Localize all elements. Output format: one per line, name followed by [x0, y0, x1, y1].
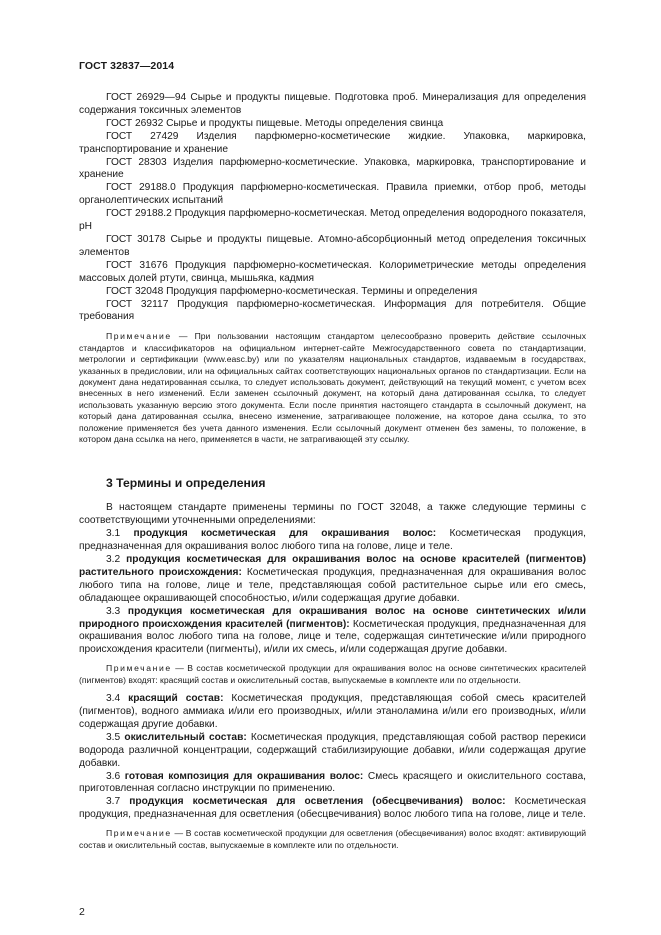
document-body — [79, 92, 586, 851]
term-definition: Косметическая продукция, предназначенная для окрашивания волос любого типа на голове, лице и теле. — [79, 528, 586, 553]
note-label: Примечание — [106, 663, 172, 674]
reference-item: ГОСТ 30178 Сырье и продукты пищевые. Атомно-абсорбционный метод определения токсичных элементов — [79, 233, 586, 258]
term-number: 3.6 — [106, 770, 121, 782]
term-definition: Косметическая продукция, предназначенная для окрашивания волос любого типа на голове, лице и теле, содержащая синтетические и/или природного происхождения красители (пигменты), и/или их смесь, и/или содержащая другие добавки. — [79, 618, 586, 656]
reference-item: ГОСТ 28303 Изделия парфюмерно-косметические. Упаковка, маркировка, транспортирование и хранение — [79, 156, 586, 181]
note-text: В состав косметической продукции для окрашивания волос на основе синтетических красителей (пигментов) входят: красящий состав и окислительный состав, выпускаемые в комплекте или по отдельности. — [79, 663, 587, 685]
section-intro: В настоящем стандарте применены термины по ГОСТ 32048, а также следующие термины с соответствующими уточненными определениями: — [79, 502, 586, 527]
term-number: 3.3 — [106, 605, 121, 617]
term-definition: Косметическая продукция, предназначенная для осветления (обесцвечивания) волос любого типа на голове, лице и теле. — [79, 796, 586, 821]
reference-item: ГОСТ 29188.2 Продукция парфюмерно-косметическая. Метод определения водородного показателя, pH — [79, 208, 586, 233]
term-3-5 — [79, 732, 586, 771]
reference-item: ГОСТ 31676 Продукция парфюмерно-косметическая. Колориметрические методы определения массовых долей ртути, свинца, мышьяка, кадмия — [79, 259, 586, 284]
section-heading: 3 Термины и определения — [106, 476, 266, 491]
reference-item: ГОСТ 32048 Продукция парфюмерно-косметическая. Термины и определения — [106, 285, 478, 297]
note-references — [79, 331, 586, 445]
term-3-4 — [79, 693, 586, 732]
note-text: При пользовании настоящим стандартом целесообразно проверить действие ссылочных стандартов и классификаторов на официальном интернет-сайте Межгосударственного совета по стандартизации, метрологии и сертификации (www.easc.by) или по указателям национальных стандартов, издаваемым в государствах, указанных в предисловии, или на официальных сайтах соответствующих национальных органов по стандартизации. Если на документ дана недатированная ссылка, то следует использовать документ, действующий на текущий момент, с учетом всех внесенных в него изменений. Если заменен ссылочный документ, на который дана датированная ссылка, то следует использовать указанную версию этого документа. Если после принятия настоящего стандарта в ссылочный документ, на который дана датированная ссылка, внесено изменение, затрагивающее положение, на которое дана ссылка, то это положение применяется без учета данного изменения. Если ссылочный документ отменен без замены, то положение, в котором дана ссылка на него, применяется в части, не затрагивающей эту ссылку. — [79, 331, 586, 444]
reference-item: ГОСТ 27429 Изделия парфюмерно-косметические жидкие. Упаковка, маркировка, транспортирование и хранение — [79, 130, 586, 155]
term-3-6 — [79, 771, 586, 797]
note-dyes — [79, 663, 586, 686]
term-name: продукция косметическая для осветления (обесцвечивания) волос: — [129, 796, 506, 808]
term-definition: Косметическая продукция, предназначенная для окрашивания волос любого типа на голове, лице и теле, представляющая собой растительное сырье или его смесь, обладающее окрашивающей способностью, и/или содержащая другие добавки. — [79, 566, 586, 604]
term-name: продукция косметическая для окрашивания волос: — [133, 528, 437, 540]
term-name: продукция косметическая для окрашивания волос на основе красителей (пигментов) растительного происхождения: — [79, 554, 586, 578]
term-number: 3.4 — [106, 693, 121, 705]
term-3-3 — [79, 606, 586, 658]
term-name: продукция косметическая для окрашивания волос на основе синтетических и/или природного происхождения красителей (пигментов): — [79, 605, 586, 630]
term-definition: Косметическая продукция, представляющая собой раствор перекиси водорода различной концентрации, содержащий стабилизирующие добавки, и/или содержащая другие добавки. — [79, 731, 586, 769]
term-definition: Смесь красящего и окислительного состава, приготовленная согласно инструкции по применению. — [79, 770, 586, 795]
note-dash: — — [171, 663, 188, 674]
note-label: Примечание — [106, 828, 172, 839]
term-3-1 — [79, 528, 586, 554]
note-dash: — — [171, 828, 186, 839]
term-number: 3.5 — [106, 731, 121, 743]
note-bleaching — [79, 828, 586, 851]
reference-item: ГОСТ 29188.0 Продукция парфюмерно-косметическая. Правила приемки, отбор проб, методы органолептических испытаний — [79, 182, 586, 207]
note-dash: — — [171, 331, 195, 342]
document-header: ГОСТ 32837—2014 — [79, 60, 175, 72]
term-name: готовая композиция для окрашивания волос: — [124, 770, 364, 782]
term-name: красящий состав: — [128, 693, 224, 705]
reference-item: ГОСТ 32117 Продукция парфюмерно-косметическая. Информация для потребителя. Общие требования — [79, 298, 586, 323]
term-3-2 — [79, 554, 586, 606]
note-label: Примечание — [106, 331, 172, 342]
page-number: 2 — [79, 906, 85, 918]
normative-references-list — [79, 92, 586, 324]
reference-item: ГОСТ 26932 Сырье и продукты пищевые. Методы определения свинца — [106, 117, 444, 129]
term-definition: Косметическая продукция, представляющая собой смесь красителей (пигментов), водного аммиака и/или его производных, и/или этаноламина и/или его производных, и/или содержащая другие добавки. — [79, 693, 586, 730]
term-number: 3.2 — [106, 554, 121, 565]
term-name: окислительный состав: — [124, 731, 247, 743]
term-number: 3.1 — [106, 528, 121, 540]
note-text: В состав косметической продукции для осветления (обесцвечивания) волос входят: активирующий состав и окислительный состав, выпускаемые в комплекте или по отдельности. — [79, 828, 586, 850]
term-3-7 — [79, 796, 586, 822]
term-number: 3.7 — [106, 796, 121, 808]
reference-item: ГОСТ 26929—94 Сырье и продукты пищевые. Подготовка проб. Минерализация для определения содержания токсичных элементов — [79, 92, 586, 116]
